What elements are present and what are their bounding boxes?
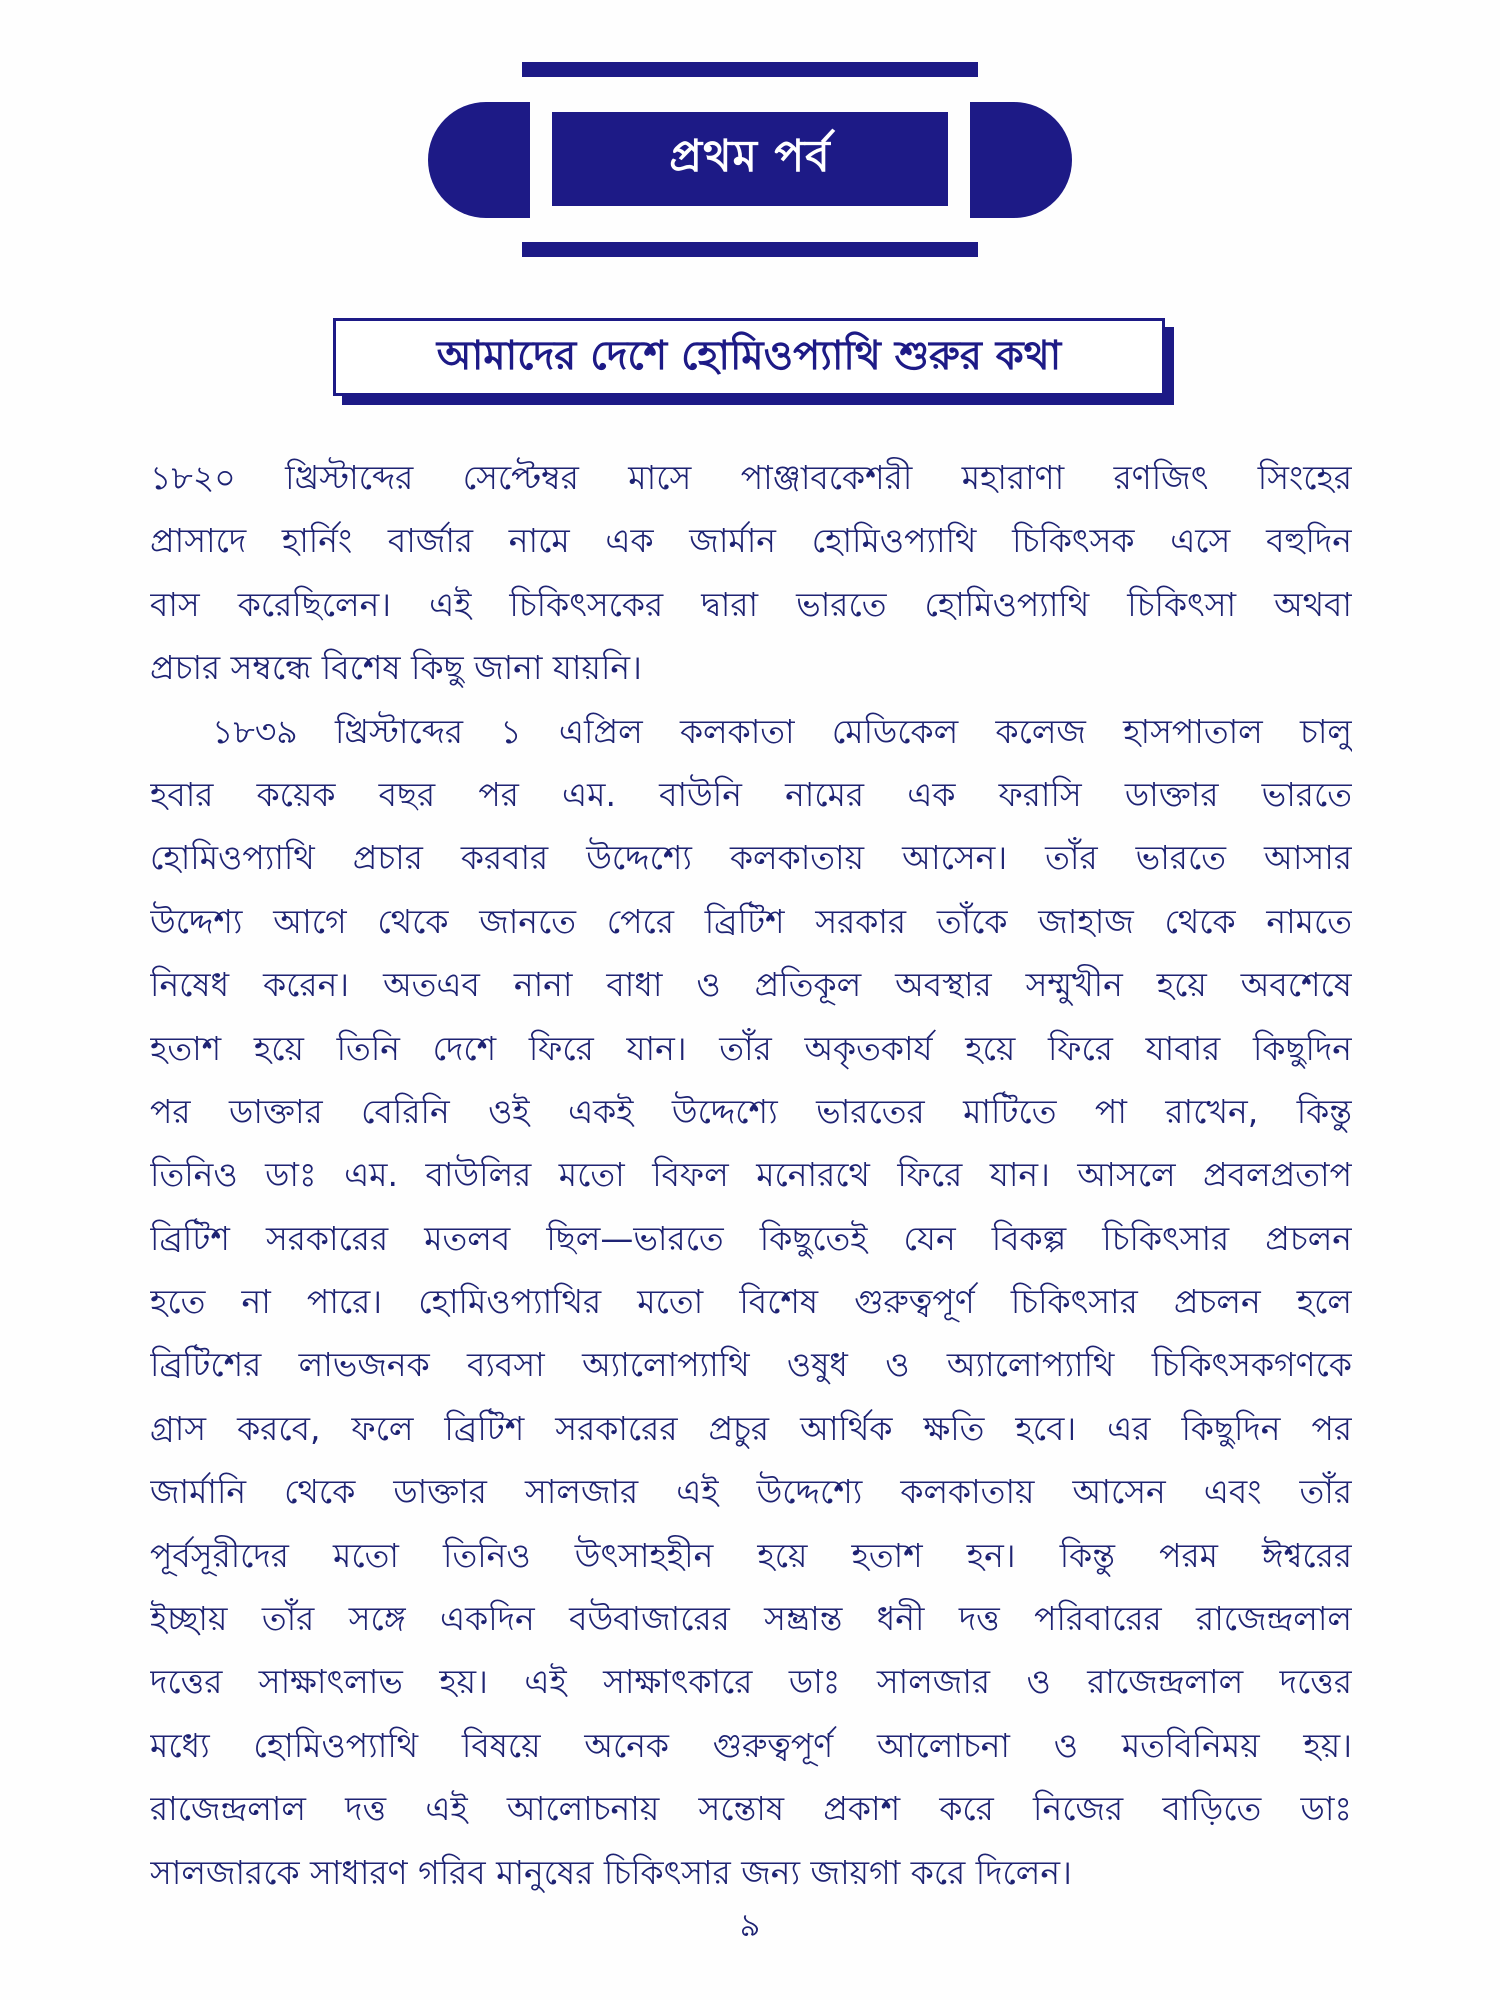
part-title: প্রথম পর্ব (669, 130, 831, 182)
paragraph-1 (150, 446, 1352, 700)
text-line: ১৮৩৯ খ্রিস্টাব্দের ১ এপ্রিল কলকাতা মেডিকেল কলেজ হাসপাতাল চালু (212, 711, 1352, 751)
text-line: প্রাসাদে হার্নিং বার্জার নামে এক জার্মান হোমিওপ্যাথি চিকিৎসক এসে বহুদিন (150, 521, 1352, 561)
text-line: দত্তের সাক্ষাৎলাভ হয়। এই সাক্ষাৎকারে ডাঃ সালজার ও রাজেন্দ্রলাল দত্তের (150, 1662, 1352, 1702)
banner-left-cap (428, 102, 530, 218)
text-line: গ্রাস করবে, ফলে ব্রিটিশ সরকারের প্রচুর আর্থিক ক্ষতি হবে। এর কিছুদিন পর (150, 1408, 1352, 1448)
text-line: পূর্বসূরীদের মতো তিনিও উৎসাহহীন হয়ে হতাশ হন। কিন্তু পরম ঈশ্বরের (150, 1535, 1352, 1575)
banner-right-cap (970, 102, 1072, 218)
text-line: হতাশ হয়ে তিনি দেশে ফিরে যান। তাঁর অকৃতকার্য হয়ে ফিরে যাবার কিছুদিন (150, 1028, 1352, 1068)
banner-top-bar (522, 62, 978, 77)
text-line: সালজারকে সাধারণ গরিব মানুষের চিকিৎসার জন্য জায়গা করে দিলেন। (150, 1852, 1072, 1892)
paragraph-2 (150, 700, 1352, 1904)
text-line: হবার কয়েক বছর পর এম. বাউনি নামের এক ফরাসি ডাক্তার ভারতে (150, 774, 1352, 814)
body-text (150, 446, 1352, 1904)
text-line: বাস করেছিলেন। এই চিকিৎসকের দ্বারা ভারতে হোমিওপ্যাথি চিকিৎসা অথবা (150, 584, 1352, 624)
text-line: মধ্যে হোমিওপ্যাথি বিষয়ে অনেক গুরুত্বপূর্ণ আলোচনা ও মতবিনিময় হয়। (150, 1725, 1352, 1765)
text-line: ইচ্ছায় তাঁর সঙ্গে একদিন বউবাজারের সম্ভ্রান্ত ধনী দত্ত পরিবারের রাজেন্দ্রলাল (150, 1599, 1352, 1639)
chapter-title: আমাদের দেশে হোমিওপ্যাথি শুরুর কথা (436, 332, 1062, 379)
text-line: নিষেধ করেন। অতএব নানা বাধা ও প্রতিকূল অবস্থার সম্মুখীন হয়ে অবশেষে (150, 965, 1352, 1005)
banner-bottom-bar (522, 242, 978, 257)
text-line: ১৮২০ খ্রিস্টাব্দের সেপ্টেম্বর মাসে পাঞ্জাবকেশরী মহারাণা রণজিৎ সিংহের (150, 458, 1352, 497)
text-line: ব্রিটিশের লাভজনক ব্যবসা অ্যালোপ্যাথি ওষুধ ও অ্যালোপ্যাথি চিকিৎসকগণকে (150, 1345, 1352, 1385)
chapter-heading-box (333, 318, 1165, 396)
text-line: প্রচার সম্বন্ধে বিশেষ কিছু জানা যায়নি। (150, 648, 642, 688)
text-line: পর ডাক্তার বেরিনি ওই একই উদ্দেশ্যে ভারতের মাটিতে পা রাখেন, কিন্তু (150, 1091, 1352, 1131)
text-line: তিনিও ডাঃ এম. বাউলির মতো বিফল মনোরথে ফিরে যান। আসলে প্রবলপ্রতাপ (150, 1155, 1352, 1195)
text-line: জার্মানি থেকে ডাক্তার সালজার এই উদ্দেশ্যে কলকাতায় আসেন এবং তাঁর (150, 1472, 1352, 1512)
text-line: রাজেন্দ্রলাল দত্ত এই আলোচনায় সন্তোষ প্রকাশ করে নিজের বাড়িতে ডাঃ (150, 1789, 1352, 1829)
part-banner (428, 62, 1072, 257)
text-line: হোমিওপ্যাথি প্রচার করবার উদ্দেশ্যে কলকাতায় আসেন। তাঁর ভারতে আসার (150, 838, 1352, 878)
text-line: উদ্দেশ্য আগে থেকে জানতে পেরে ব্রিটিশ সরকার তাঁকে জাহাজ থেকে নামতে (150, 901, 1352, 941)
banner-label-box (552, 112, 948, 206)
text-line: হতে না পারে। হোমিওপ্যাথির মতো বিশেষ গুরুত্বপূর্ণ চিকিৎসার প্রচলন হলে (150, 1282, 1352, 1322)
text-line: ব্রিটিশ সরকারের মতলব ছিল—ভারতে কিছুতেই যেন বিকল্প চিকিৎসার প্রচলন (150, 1218, 1352, 1258)
page-number: ৯ (739, 1906, 761, 1944)
